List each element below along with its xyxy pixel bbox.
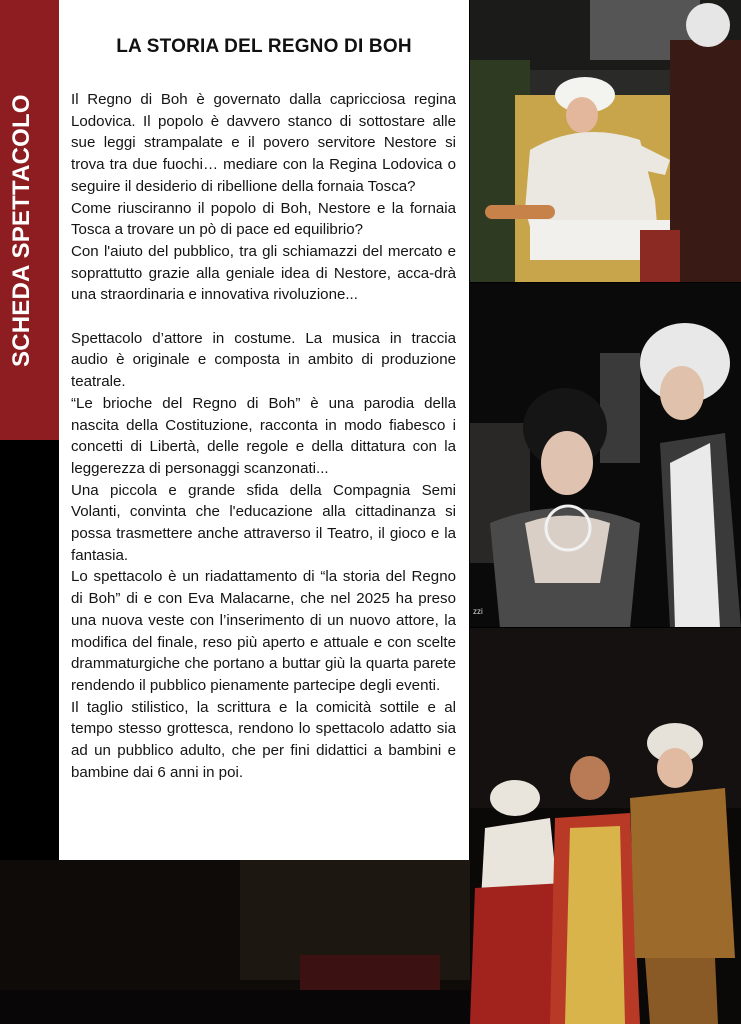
paragraph: Il taglio stilistico, la scrittura e la comicità sottile e al tempo stesso grottesca, rendono lo spettacolo adatto sia ad un pubblico adulto, che per fini didattici a bambini e bambine dai 6 anni in poi. — [71, 698, 456, 781]
paragraph: Lo spettacolo è un riadattamento di “la storia del Regno di Boh” di e con Eva Malacarne, che nel 2025 ha preso una nuova veste con l’inserimento di un nuovo attore, la modifica del finale, reso più aperto e attuale e con scelte drammaturgiche che portano a buttar giù la quarta parete rendendo il pubblico pienamente partecipe degli eventi. — [71, 568, 456, 694]
stage-photo-maid — [470, 0, 741, 283]
page-title: LA STORIA DEL REGNO DI BOH — [116, 36, 412, 57]
stage-photo-three-actors — [470, 628, 741, 1024]
stage-background-photo — [0, 860, 470, 1024]
paragraph-gap — [71, 306, 456, 328]
paragraph: “Le brioche del Regno di Boh” è una parodia della nascita della Costituzione, racconta in modo fiabesco i concetti di Libertà, delle regole e della dittatura con la leggerezza di personaggi scanzonati... — [71, 394, 456, 477]
sidebar-label: SCHEDA SPETTACOLO — [8, 94, 35, 367]
paragraph: Come riusciranno il popolo di Boh, Nestore e la fornaia Tosca a trovare un pò di pace ed equilibrio? — [71, 199, 456, 239]
stage-photo-queen — [470, 283, 741, 628]
paragraph: Una piccola e grande sfida della Compagnia Semi Volanti, convinta che l'educazione alla cittadinanza si possa trasmettere anche attraverso il Teatro, il gioco e la fantasia. — [71, 481, 456, 564]
paragraph: Il Regno di Boh è governato dalla capricciosa regina Lodovica. Il popolo è davvero stanco di sottostare alle sue leggi strampalate e il povero servitore Nestore si trova tra due fuochi… mediare con la Regina Lodovica o seguire il desiderio di ribellione della fornaia Tosca? — [71, 91, 456, 195]
paragraph: Spettacolo d’attore in costume. La musica in traccia audio è originale e composta in ambito di produzione teatrale. — [71, 329, 456, 391]
sidebar — [0, 0, 59, 440]
article-body — [71, 89, 456, 783]
queen-illustration — [470, 283, 741, 628]
stage-floor-illustration — [0, 860, 470, 1024]
paragraph: Con l'aiuto del pubblico, tra gli schiamazzi del mercato e soprattutto grazie alla geniale idea di Nestore, acca-drà una straordinaria e innovativa rivoluzione... — [71, 242, 456, 304]
maid-illustration — [470, 0, 741, 283]
actors-illustration — [470, 628, 741, 1024]
photo-credit: zzi — [473, 607, 483, 616]
